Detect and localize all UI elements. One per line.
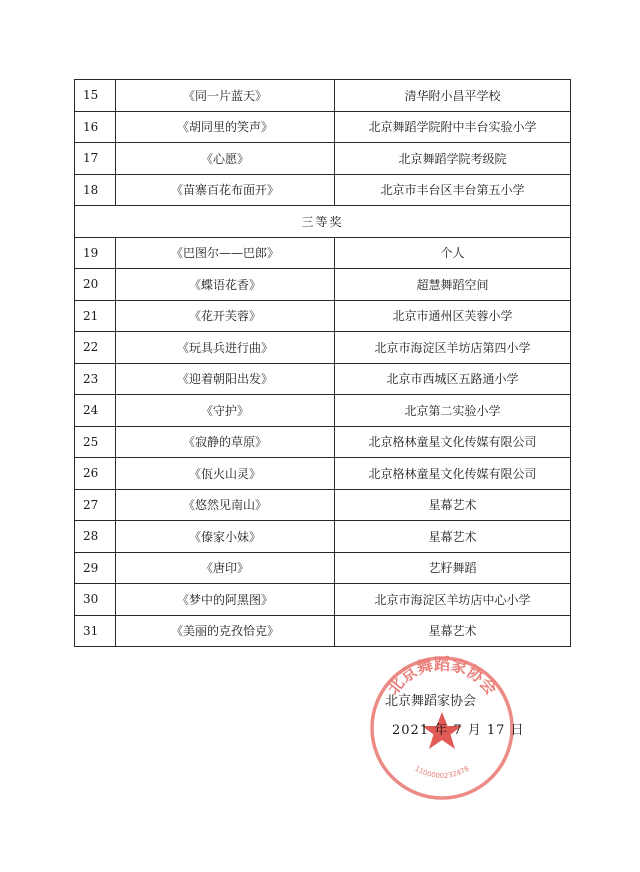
organization: 北京第二实验小学: [335, 395, 571, 427]
program-title: 《迎着朝阳出发》: [116, 363, 335, 395]
section-row: [75, 206, 571, 238]
table-row: [75, 174, 571, 206]
row-number: 23: [75, 363, 116, 395]
program-title: 《苗寨百花布面开》: [116, 174, 335, 206]
organization: 北京市丰台区丰台第五小学: [335, 174, 571, 206]
row-number: 20: [75, 269, 116, 301]
row-number: 24: [75, 395, 116, 427]
section-label: 三等奖: [75, 206, 571, 238]
signature-org: 北京舞蹈家协会: [385, 694, 477, 709]
table-row: [75, 269, 571, 301]
organization: 北京舞蹈学院附中丰台实验小学: [335, 111, 571, 143]
table-row: [75, 489, 571, 521]
row-number: 30: [75, 584, 116, 616]
row-number: 28: [75, 521, 116, 553]
row-number: 26: [75, 458, 116, 490]
row-number: 27: [75, 489, 116, 521]
organization: 北京市海淀区羊坊店第四小学: [335, 332, 571, 364]
row-number: 17: [75, 143, 116, 175]
signature-date: 2021 年 7 月 17 日: [392, 723, 525, 738]
seal-ring-text: 北京舞蹈家协会: [383, 654, 501, 699]
table-row: [75, 332, 571, 364]
table-row: [75, 521, 571, 553]
organization: 清华附小昌平学校: [335, 80, 571, 112]
organization: 超慧舞蹈空间: [335, 269, 571, 301]
row-number: 22: [75, 332, 116, 364]
table-row: [75, 426, 571, 458]
row-number: 18: [75, 174, 116, 206]
table-row: [75, 552, 571, 584]
program-title: 《悠然见南山》: [116, 489, 335, 521]
program-title: 《美丽的克孜恰克》: [116, 615, 335, 647]
table-row: [75, 300, 571, 332]
program-title: 《心愿》: [116, 143, 335, 175]
table-row: [75, 395, 571, 427]
row-number: 19: [75, 237, 116, 269]
table-row: [75, 80, 571, 112]
organization: 北京格林童星文化传媒有限公司: [335, 426, 571, 458]
organization: 北京市通州区芙蓉小学: [335, 300, 571, 332]
program-title: 《胡同里的笑声》: [116, 111, 335, 143]
table-row: [75, 363, 571, 395]
program-title: 《巴图尔——巴郎》: [116, 237, 335, 269]
row-number: 25: [75, 426, 116, 458]
organization: 星幕艺术: [335, 521, 571, 553]
program-title: 《花开芙蓉》: [116, 300, 335, 332]
program-title: 《唐印》: [116, 552, 335, 584]
row-number: 31: [75, 615, 116, 647]
row-number: 15: [75, 80, 116, 112]
table-row: [75, 584, 571, 616]
award-table: [74, 79, 571, 647]
program-title: 《梦中的阿黑图》: [116, 584, 335, 616]
organization: 北京市西城区五路通小学: [335, 363, 571, 395]
program-title: 《蝶语花香》: [116, 269, 335, 301]
program-title: 《守护》: [116, 395, 335, 427]
organization: 北京格林童星文化传媒有限公司: [335, 458, 571, 490]
row-number: 21: [75, 300, 116, 332]
row-number: 29: [75, 552, 116, 584]
organization: 星幕艺术: [335, 615, 571, 647]
table-row: [75, 237, 571, 269]
table-row: [75, 615, 571, 647]
organization: 北京市海淀区羊坊店中心小学: [335, 584, 571, 616]
program-title: 《同一片蓝天》: [116, 80, 335, 112]
program-title: 《寂静的草原》: [116, 426, 335, 458]
organization: 个人: [335, 237, 571, 269]
table-row: [75, 458, 571, 490]
program-title: 《佤火山灵》: [116, 458, 335, 490]
seal-serial: 1100000232478: [413, 764, 471, 780]
program-title: 《傣家小妹》: [116, 521, 335, 553]
organization: 艺籽舞蹈: [335, 552, 571, 584]
organization: 星幕艺术: [335, 489, 571, 521]
row-number: 16: [75, 111, 116, 143]
table-row: [75, 143, 571, 175]
organization: 北京舞蹈学院考级院: [335, 143, 571, 175]
program-title: 《玩具兵进行曲》: [116, 332, 335, 364]
table-row: [75, 111, 571, 143]
